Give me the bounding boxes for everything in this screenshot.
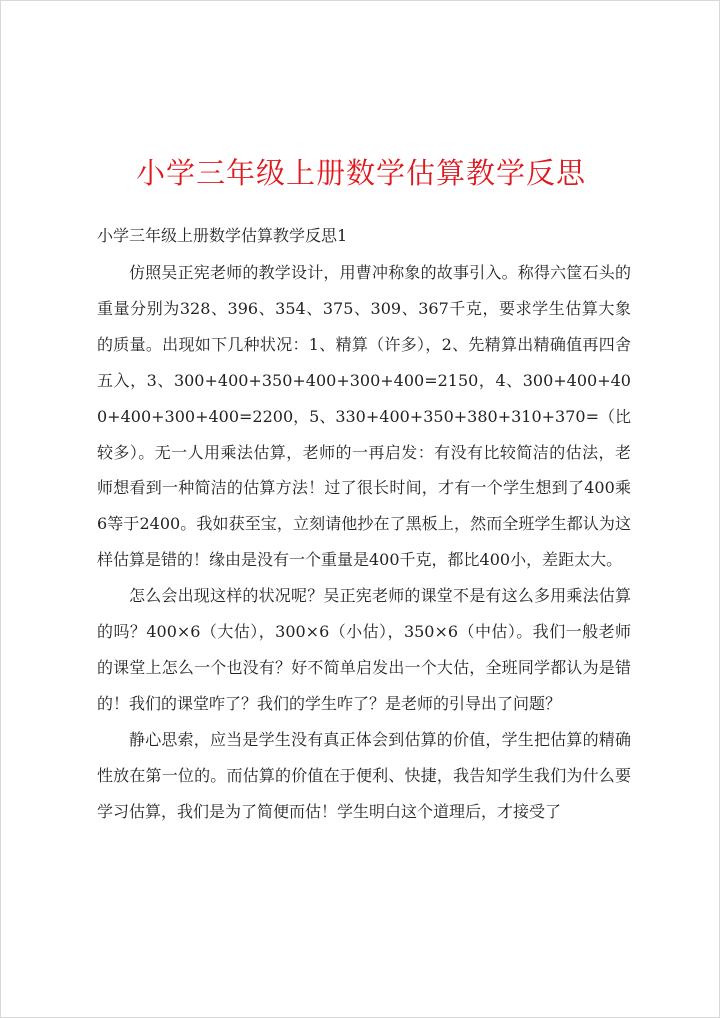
paragraph-1: 仿照吴正宪老师的教学设计，用曹冲称象的故事引入。称得六筐石头的重量分别为328、396、354、375、309、367千克，要求学生估算大象的质量。出现如下几种状况：1、精算（许多），2、先精算出精确值再四舍五入，3、300+400+350+400+300+400=2150，4、300+400+400+400+300+400=2200，5、330+400+350+380+310+370=（比较多）。无一人用乘法估算，老师的一再启发：有没有比较简洁的估法，老师想看到一种简洁的估算方法！过了很长时间，才有一个学生想到了400乘6等于2400。我如获至宝，立刻请他抄在了黑板上，然而全班学生都认为这样估算是错的！缘由是没有一个重量是400千克，都比400小，差距太大。 xyxy=(97,263,631,570)
document-title: 小学三年级上册数学估算教学反思 xyxy=(135,156,586,190)
document-subtitle: 小学三年级上册数学估算教学反思1 xyxy=(97,226,348,245)
document-body xyxy=(97,255,631,830)
paragraph-3: 静心思索，应当是学生没有真正体会到估算的价值，学生把估算的精确性放在第一位的。而估算的价值在于便利、快捷，我告知学生我们为什么要学习估算，我们是为了简便而估！学生明白这个道理后，才接受了 xyxy=(97,729,631,821)
paragraph-2: 怎么会出现这样的状况呢？吴正宪老师的课堂不是有这么多用乘法估算的吗？400×6（大估），300×6（小估），350×6（中估）。我们一般老师的课堂上怎么一个也没有？好不简单启发出一个大估，全班同学都认为是错的！我们的课堂咋了？我们的学生咋了？是老师的引导出了问题？ xyxy=(97,586,631,713)
